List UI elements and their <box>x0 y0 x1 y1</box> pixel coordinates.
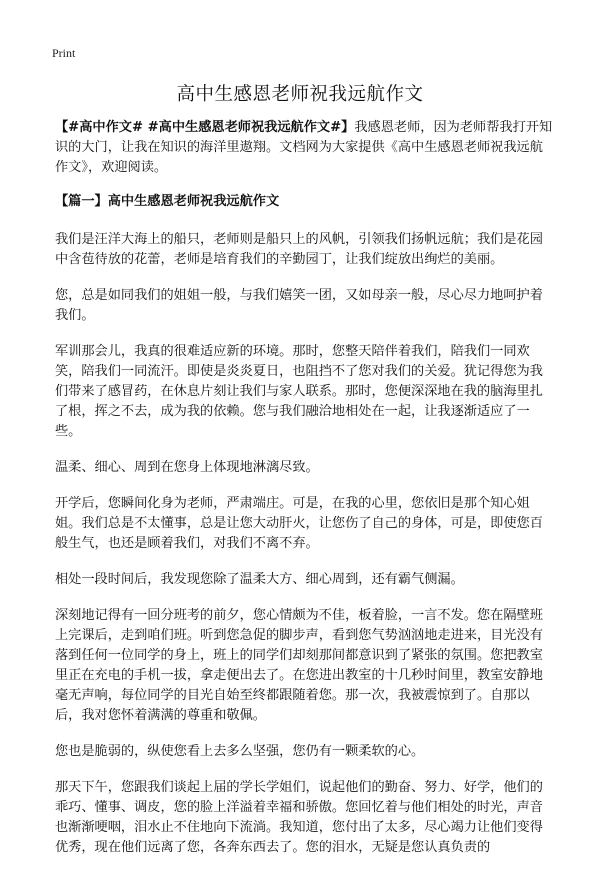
paragraph: 您，总是如同我们的姐姐一般，与我们嬉笑一团，又如母亲一般，尽心尽力地呵护着我们。 <box>55 288 543 323</box>
article-body <box>55 118 555 874</box>
paragraph: 开学后，您瞬间化身为老师，严肃端庄。可是，在我的心里，您依旧是那个知心姐姐。我们总是不太懂事，总是让您大动肝火，让您伤了自己的身体，可是，即使您百般生气，也还是顾着我们，对我们不离不弃。 <box>55 496 543 551</box>
paragraph: 军训那会儿，我真的很难适应新的环境。那时，您整天陪伴着我们，陪我们一同欢笑，陪我们一同流汗。即使是炎炎夏日，也阻挡不了您对我们的关爱。犹记得您为我们带来了感冒药，在休息片刻让我们与家人联系。那时，您便深深地在我的脑海里扎了根，挥之不去，成为我的依赖。您与我们融洽地相处在一起，让我逐渐适应了一些。 <box>55 344 543 439</box>
page-title: 高中生感恩老师祝我远航作文 <box>176 84 424 105</box>
paragraph: 温柔、细心、周到在您身上体现地淋漓尽致。 <box>55 460 319 475</box>
print-label: Print <box>52 46 76 60</box>
intro-tag: 【#高中作文# #高中生感恩老师祝我远航作文#】 <box>55 120 355 135</box>
paragraph: 您也是脆弱的，纵使您看上去多么坚强，您仍有一颗柔软的心。 <box>55 744 425 759</box>
section-heading: 【篇一】高中生感恩老师祝我远航作文 <box>55 194 280 209</box>
intro-text: 我感恩老师，因为老师帮我打开知识的大门，让我在知识的海洋里遨翔。文档网为大家提供《高中生感恩老师祝我远航作文》，欢迎阅读。 <box>55 120 553 175</box>
paragraph: 相处一段时间后，我发现您除了温柔大方、细心周到，还有霸气侧漏。 <box>55 572 464 587</box>
paragraph: 我们是汪洋大海上的船只，老师则是船只上的风帆，引领我们扬帆远航；我们是花园中含苞待放的花蕾，老师是培育我们的辛勤园丁，让我们绽放出绚烂的美丽。 <box>55 232 543 267</box>
intro-paragraph <box>55 118 555 178</box>
paragraph: 那天下午，您跟我们谈起上届的学长学姐们，说起他们的勤奋、努力、好学，他们的乖巧、懂事、调皮，您的脸上洋溢着幸福和骄傲。您回忆着与他们相处的时光，声音也渐渐哽咽，泪水止不住地向下流淌。我知道，您付出了太多，尽心竭力让他们变得优秀，现在他们远离了您，各奔东西去了。您的泪水，无疑是您认真负责的 <box>55 780 543 855</box>
paragraph: 深刻地记得有一回分班考的前夕，您心情颇为不佳，板着脸，一言不发。您在隔壁班上完课后，走到咱们班。听到您急促的脚步声，看到您气势汹汹地走进来，目光没有落到任何一位同学的身上，班上的同学们却刻那间都意识到了紧张的氛围。您把教室里正在充电的手机一拔，拿走便出去了。在您进出教室的十几秒时间里，教室安静地毫无声响，每位同学的目光自始至终都跟随着您。那一次，我被震惊到了。自那以后，我对您怀着满满的尊重和敬佩。 <box>55 608 543 723</box>
